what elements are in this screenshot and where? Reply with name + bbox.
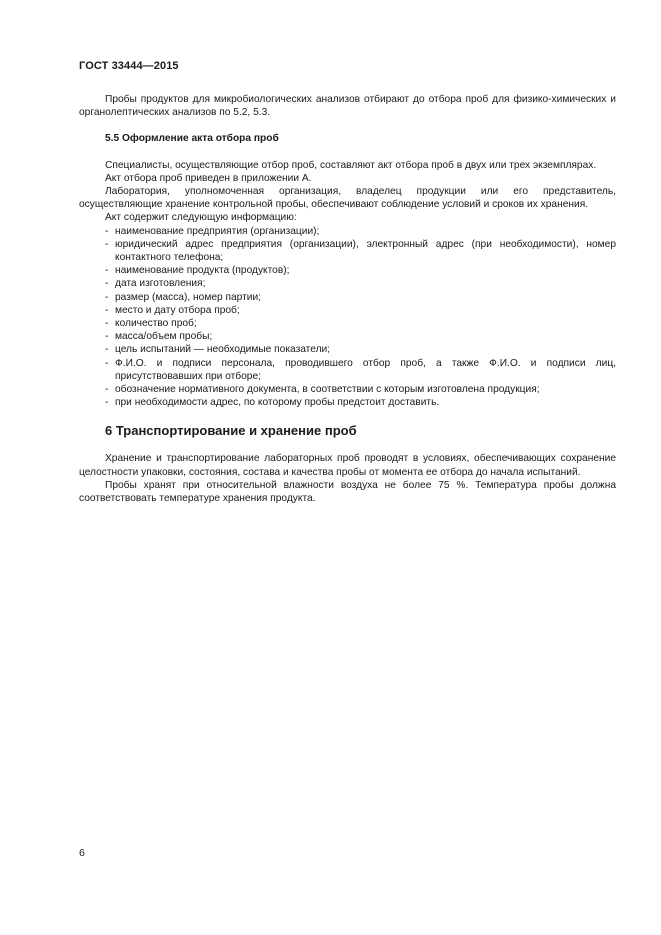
dash-bullet: - [105, 304, 109, 316]
list-item: - количество проб; [105, 318, 197, 330]
paragraph: Хранение и транспортирование лабораторных проб проводят в условиях, обеспечивающих сохранение целостности упаковки, состояния, состава и качества пробы от момента ее отбора до начала испытаний. [79, 453, 616, 478]
document-body [79, 93, 616, 505]
info-list [79, 225, 616, 410]
section-5-5-heading: 5.5 Оформление акта отбора проб [105, 133, 279, 145]
list-item: - цель испытаний — необходимые показатели; [105, 344, 331, 356]
list-item: - дата изготовления; [105, 278, 206, 290]
list-item: - место и дату отбора проб; [105, 304, 240, 316]
paragraph: Пробы хранят при относительной влажности воздуха не более 75 %. Температура пробы должна соответствовать температуре хранения продукта. [79, 479, 616, 505]
document-header: ГОСТ 33444—2015 [79, 60, 179, 72]
dash-bullet: - [105, 278, 109, 290]
intro-paragraph: Пробы продуктов для микробиологических анализов отбирают до отбора проб для физико-химических и органолептических анализов по 5.2, 5.3. [79, 94, 616, 119]
list-item: - юридический адрес предприятия (организации), электронный адрес (при необходимости), номер контактного телефона; [105, 238, 616, 264]
paragraph: Специалисты, осуществляющие отбор проб, составляют акт отбора проб в двух или трех экземплярах. [105, 159, 597, 171]
dash-bullet: - [105, 225, 109, 237]
list-item: - обозначение нормативного документа, в соответствии с которым изготовлена продукция; [105, 384, 540, 396]
paragraph: Акт отбора проб приведен в приложении А. [105, 172, 312, 184]
dash-bullet: - [105, 357, 109, 369]
dash-bullet: - [105, 291, 109, 303]
list-item: - Ф.И.О. и подписи персонала, проводившего отбор проб, а также Ф.И.О. и подписи лиц, присутствовавших при отборе; [105, 357, 616, 382]
list-item: - наименование предприятия (организации); [105, 225, 320, 237]
section-6-heading: 6 Транспортирование и хранение проб [105, 423, 357, 439]
dash-bullet: - [105, 238, 109, 250]
page-number: 6 [79, 847, 85, 859]
dash-bullet: - [105, 331, 109, 343]
dash-bullet: - [105, 318, 109, 330]
dash-bullet: - [105, 397, 109, 409]
paragraph: Лаборатория, уполномоченная организация, владелец продукции или его представитель, осуществляющие хранение контрольной пробы, обеспечивают соблюдение условий и сроков их хранения. [79, 186, 616, 211]
list-item: - масса/объем пробы; [105, 331, 213, 343]
list-item: - при необходимости адрес, по которому пробы предстоит доставить. [105, 397, 440, 409]
paragraph: Акт содержит следующую информацию: [105, 212, 297, 224]
dash-bullet: - [105, 265, 109, 277]
dash-bullet: - [105, 384, 109, 396]
dash-bullet: - [105, 344, 109, 356]
list-item: - наименование продукта (продуктов); [105, 265, 290, 277]
list-item: - размер (масса), номер партии; [105, 291, 261, 303]
